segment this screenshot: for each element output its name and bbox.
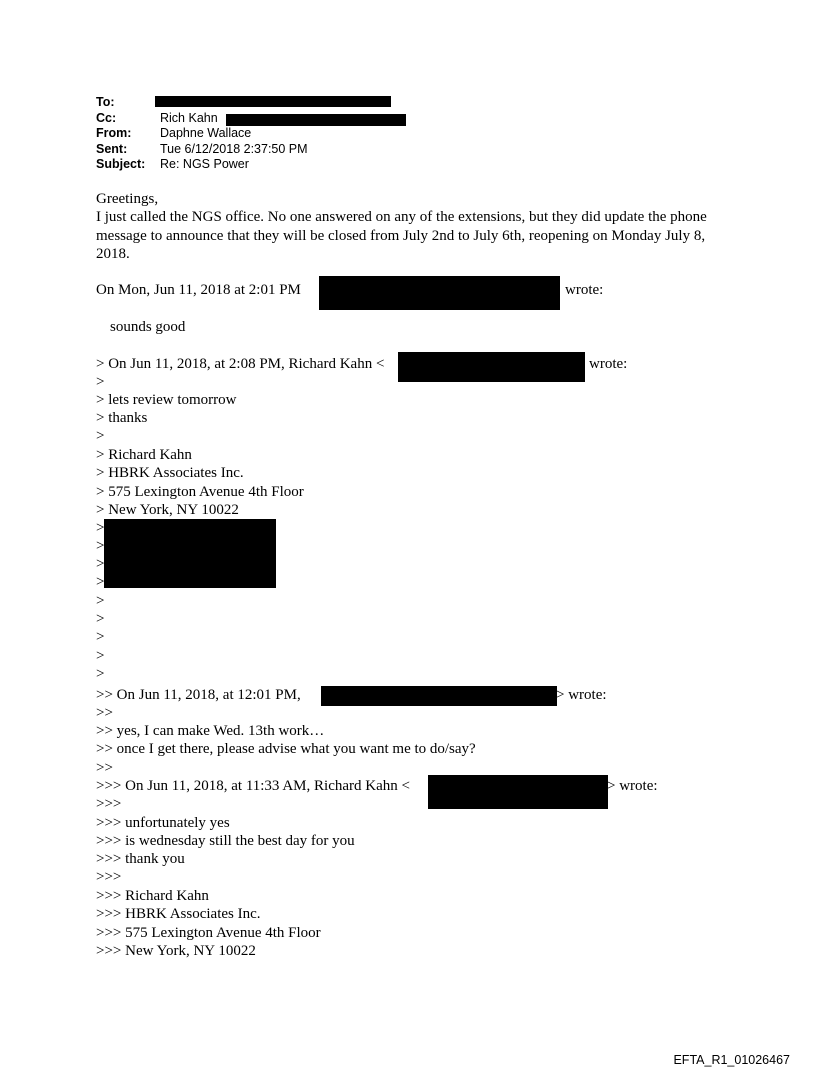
from-value: Daphne Wallace — [160, 126, 252, 140]
thread-line: > — [96, 556, 105, 572]
thread-line: >> once I get there, please advise what you want me to do/say? — [96, 741, 476, 757]
redaction-richard-email-1 — [398, 352, 585, 382]
thread-line: > — [96, 428, 105, 444]
thread-line: > — [96, 374, 105, 390]
thread-line: >>> — [96, 796, 122, 812]
redaction-richard-email-2 — [428, 775, 608, 809]
thread-line: > HBRK Associates Inc. — [96, 465, 244, 481]
thread-line: >> — [96, 760, 113, 776]
thread-line: > Richard Kahn — [96, 447, 192, 463]
thread-line: > New York, NY 10022 — [96, 502, 239, 518]
thread-line: >>> — [96, 869, 122, 885]
thread-line: > — [96, 520, 105, 536]
redaction-signature-block — [104, 519, 276, 588]
thread-line-wrote: > wrote: — [607, 778, 658, 794]
thread-line: > — [96, 648, 105, 664]
thread-line-wrote: > wrote: — [556, 687, 607, 703]
greeting: Greetings, — [96, 191, 159, 207]
thread-line: > — [96, 611, 105, 627]
thread-line: > — [96, 666, 105, 682]
thread-line: > On Jun 11, 2018, at 2:08 PM, Richard Kahn < — [96, 356, 385, 372]
thread-line: > thanks — [96, 410, 148, 426]
quote1-reply: sounds good — [110, 319, 186, 335]
document-id: EFTA_R1_01026467 — [673, 1053, 790, 1067]
from-label: From: — [96, 126, 132, 140]
cc-value: Rich Kahn — [160, 110, 218, 125]
cc-label: Cc: — [96, 110, 117, 125]
sent-label: Sent: — [96, 141, 128, 156]
thread-line: >>> 575 Lexington Avenue 4th Floor — [96, 925, 321, 941]
thread-line: >>> Richard Kahn — [96, 888, 209, 904]
subject-value: Re: NGS Power — [160, 157, 249, 171]
thread-line: >> On Jun 11, 2018, at 12:01 PM, — [96, 687, 301, 703]
quote1-intro: On Mon, Jun 11, 2018 at 2:01 PM — [96, 282, 301, 298]
subject-label: Subject: — [96, 157, 146, 171]
quote1-wrote: wrote: — [565, 282, 604, 298]
redaction-quote1-sender — [319, 276, 560, 310]
redaction-cc — [226, 114, 406, 126]
thread-line: > — [96, 629, 105, 645]
to-label: To: — [96, 95, 115, 109]
thread-line: > — [96, 574, 105, 590]
thread-line: > — [96, 593, 105, 609]
message-body: I just called the NGS office. No one answered on any of the extensions, but they did update the phone message to announce that they will be closed from July 2nd to July 6th, reopening on Monday July 8, 2018. — [96, 209, 707, 262]
thread-line: > 575 Lexington Avenue 4th Floor — [96, 484, 304, 500]
thread-line: > lets review tomorrow — [96, 392, 237, 408]
thread-line: >>> HBRK Associates Inc. — [96, 906, 261, 922]
sent-value: Tue 6/12/2018 2:37:50 PM — [160, 141, 308, 156]
thread-line: > — [96, 538, 105, 554]
thread-line: >>> New York, NY 10022 — [96, 943, 256, 959]
thread-line-wrote: wrote: — [589, 356, 628, 372]
thread-line: >>> thank you — [96, 851, 185, 867]
thread-line: >>> On Jun 11, 2018, at 11:33 AM, Richard Kahn < — [96, 778, 410, 794]
redaction-to — [155, 96, 391, 107]
thread-line: >>> unfortunately yes — [96, 815, 230, 831]
redaction-sender-2 — [321, 686, 557, 706]
thread-line: >> yes, I can make Wed. 13th work… — [96, 723, 325, 739]
thread-line: >>> is wednesday still the best day for you — [96, 833, 355, 849]
thread-line: >> — [96, 705, 113, 721]
